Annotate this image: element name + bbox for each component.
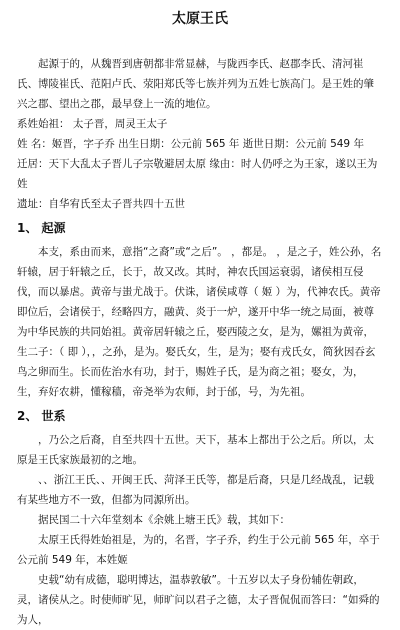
founder-line: 系姓始祖： 太子晋，周灵王太子 [17,118,168,130]
lineage-paragraph-3: 据民国二十六年堂刻本《余姚上塘王氏》载，其如下： [38,514,290,526]
lineage-paragraph-5: 史载“幼有成德，聪明博达，温恭敦敏”。十五岁以太子身份辅佐朝政，灵，诸侯从之。时使师旷见，师旷问以君子之德，太子晋侃侃而答曰：“如舜的为人， [17,574,380,626]
migration-line: 迁居：天下大乱太子晋儿子宗敬避居太原 缘由：时人仍呼之为王家，遂以王为姓 [17,158,378,190]
lineage-line: 遗址：自华宥氏至太子晋共四十五世 [17,198,185,210]
document-title: 太原王氏 [172,11,228,27]
intro-paragraph: 起源于的，从魏晋到唐朝都非常显赫，与陇西李氏、赵郡李氏、清河崔氏、博陵崔氏、范阳卢氏、荥阳郑氏等七族并列为五姓七族高门。是王姓的肇兴之郡、望出之郡，最早登上一流的地位。 [17,58,374,110]
lineage-paragraph-2: 、、浙江王氏、、开闽王氏、菏泽王氏等，都是后裔，只是几经战乱，记载有某些地方不一致，但都为同源所出。 [17,474,374,506]
section-heading-origin: 1、 起源 [17,221,66,235]
origin-paragraph: 本支，系由而来，意指“之裔”或“之后”。 ，都是。 ，是之子，姓公孙，名轩辕，居于轩辕之丘，长于，故又改。其时，神农氏国运衰弱，诸侯相互侵伐，而以暴虐。黄帝与蚩尤战于。伏诛，诸侯咸尊（ 姬 ）为，代神农氏。黄帝即位后，会诸侯于，经略四方，融黄、炎于一炉，遂开中华一统之局面，被尊为中华民族的共同始祖。黄帝居轩辕之丘，娶西陵之女，是为，嫘祖为黄帝，生二子：（ 即 ），，之孙，是为。娶氏女，生，是为；娶有戎氏女，简狄因吞玄鸟之卵而生。长而佐治水有功，封于，赐姓子氏，是为商之祖；娶女，为，生，弃好农耕，懂稼穑，帝尧举为农师，封于邰，号，为先祖。 [17,246,382,398]
lineage-paragraph-4: 太原王氏得姓始祖是，为的，名晋，字子乔，约生于公元前 565 年，卒于公元前 549 年，本姓姬 [17,534,380,566]
name-dates-line: 姓 名：姬晋，字子乔 出生日期：公元前 565 年 逝世日期：公元前 549 年 [17,138,364,150]
lineage-paragraph-1: ，乃公之后裔，自至共四十五世。天下，基本上都出于公之后。所以，太原是王氏家族最初的之地。 [17,434,374,466]
section-heading-lineage: 2、 世系 [17,409,66,423]
